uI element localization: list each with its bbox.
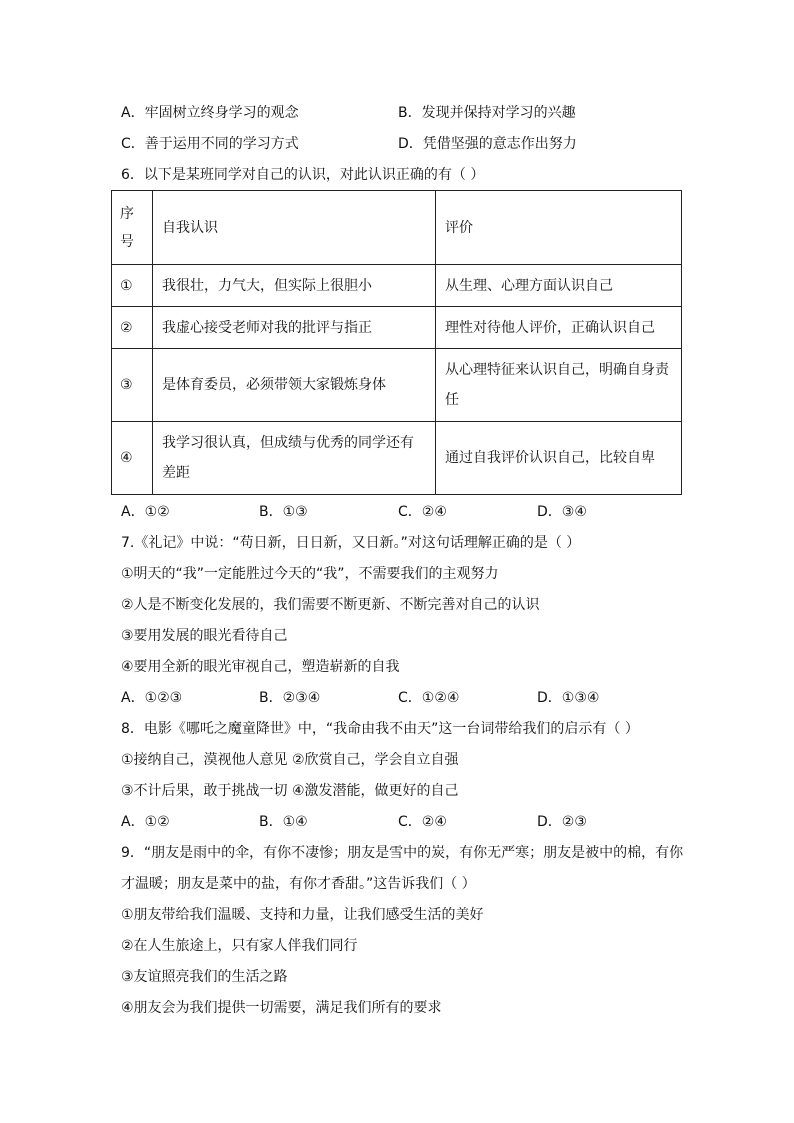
row-num: ② xyxy=(112,307,153,349)
q8-option-b: B．①④ xyxy=(259,814,308,830)
q7-option-c: C．①②④ xyxy=(398,690,460,706)
q8-option-a: A．①② xyxy=(121,814,170,830)
header-eval: 评价 xyxy=(436,191,682,265)
row-eval: 理性对待他人评价，正确认识自己 xyxy=(436,307,682,349)
table-row xyxy=(112,349,682,422)
q7-statement-3: ③要用发展的眼光看待自己 xyxy=(121,628,288,644)
q9-stem-line-2: 才温暖；朋友是菜中的盐，有你才香甜。”这告诉我们（ ） xyxy=(121,876,476,892)
self-awareness-table xyxy=(111,190,682,495)
q6-option-b: B．①③ xyxy=(259,504,308,520)
row-self: 是体育委员，必须带领大家锻炼身体 xyxy=(153,349,436,422)
q5-option-b: B．发现并保持对学习的兴趣 xyxy=(398,105,576,121)
row-eval: 从生理、心理方面认识自己 xyxy=(436,265,682,307)
row-num: ① xyxy=(112,265,153,307)
q8-stem: 8．电影《哪吒之魔童降世》中，“我命由我不由天”这一台词带给我们的启示有（ ） xyxy=(121,721,639,737)
row-num: ④ xyxy=(112,422,153,495)
row-num: ③ xyxy=(112,349,153,422)
q8-option-d: D．②③ xyxy=(537,814,587,830)
row-eval: 从心理特征来认识自己，明确自身责任 xyxy=(436,349,682,422)
q6-option-c: C．②④ xyxy=(398,504,447,520)
header-self: 自我认识 xyxy=(153,191,436,265)
q9-statement-1: ①朋友带给我们温暖、支持和力量，让我们感受生活的美好 xyxy=(121,907,484,923)
q8-option-c: C．②④ xyxy=(398,814,447,830)
q7-option-a: A．①②③ xyxy=(121,690,183,706)
table-row xyxy=(112,422,682,495)
row-self: 我虚心接受老师对我的批评与指正 xyxy=(153,307,436,349)
row-self: 我很壮，力气大，但实际上很胆小 xyxy=(153,265,436,307)
table-row xyxy=(112,307,682,349)
table-row xyxy=(112,265,682,307)
q6-option-a: A．①② xyxy=(121,504,170,520)
q7-option-b: B．②③④ xyxy=(259,690,321,706)
q5-option-d: D．凭借坚强的意志作出努力 xyxy=(398,136,577,152)
q6-option-d: D．③④ xyxy=(537,504,587,520)
q9-statement-3: ③友谊照亮我们的生活之路 xyxy=(121,969,288,985)
q5-option-a: A．牢固树立终身学习的观念 xyxy=(121,105,299,121)
q7-statement-1: ①明天的“我”一定能胜过今天的“我”，不需要我们的主观努力 xyxy=(121,566,499,582)
q9-statement-2: ②在人生旅途上，只有家人伴我们同行 xyxy=(121,938,358,954)
q5-option-c: C．善于运用不同的学习方式 xyxy=(121,136,299,152)
q6-stem: 6．以下是某班同学对自己的认识，对此认识正确的有（ ） xyxy=(121,167,485,183)
q7-statement-2: ②人是不断变化发展的，我们需要不断更新、不断完善对自己的认识 xyxy=(121,597,540,613)
q8-statements-line-2: ③不计后果，敢于挑战一切 ④激发潜能，做更好的自己 xyxy=(121,783,459,799)
q8-statements-line-1: ①接纳自己，漠视他人意见 ②欣赏自己，学会自立自强 xyxy=(121,752,459,768)
q9-stem-line-1: 9．“朋友是雨中的伞，有你不凄惨；朋友是雪中的炭，有你无严寒；朋友是被中的棉，有你 xyxy=(121,845,684,861)
q7-stem: 7.《礼记》中说：“苟日新，日日新，又日新。”对这句话理解正确的是（ ） xyxy=(121,535,581,551)
header-seq: 序 号 xyxy=(112,191,153,265)
row-self: 我学习很认真，但成绩与优秀的同学还有差距 xyxy=(153,422,436,495)
q7-option-d: D．①③④ xyxy=(537,690,600,706)
row-eval: 通过自我评价认识自己，比较自卑 xyxy=(436,422,682,495)
q7-statement-4: ④要用全新的眼光审视自己，塑造崭新的自我 xyxy=(121,659,400,675)
table-header-row xyxy=(112,191,682,265)
q9-statement-4: ④朋友会为我们提供一切需要，满足我们所有的要求 xyxy=(121,1000,442,1016)
